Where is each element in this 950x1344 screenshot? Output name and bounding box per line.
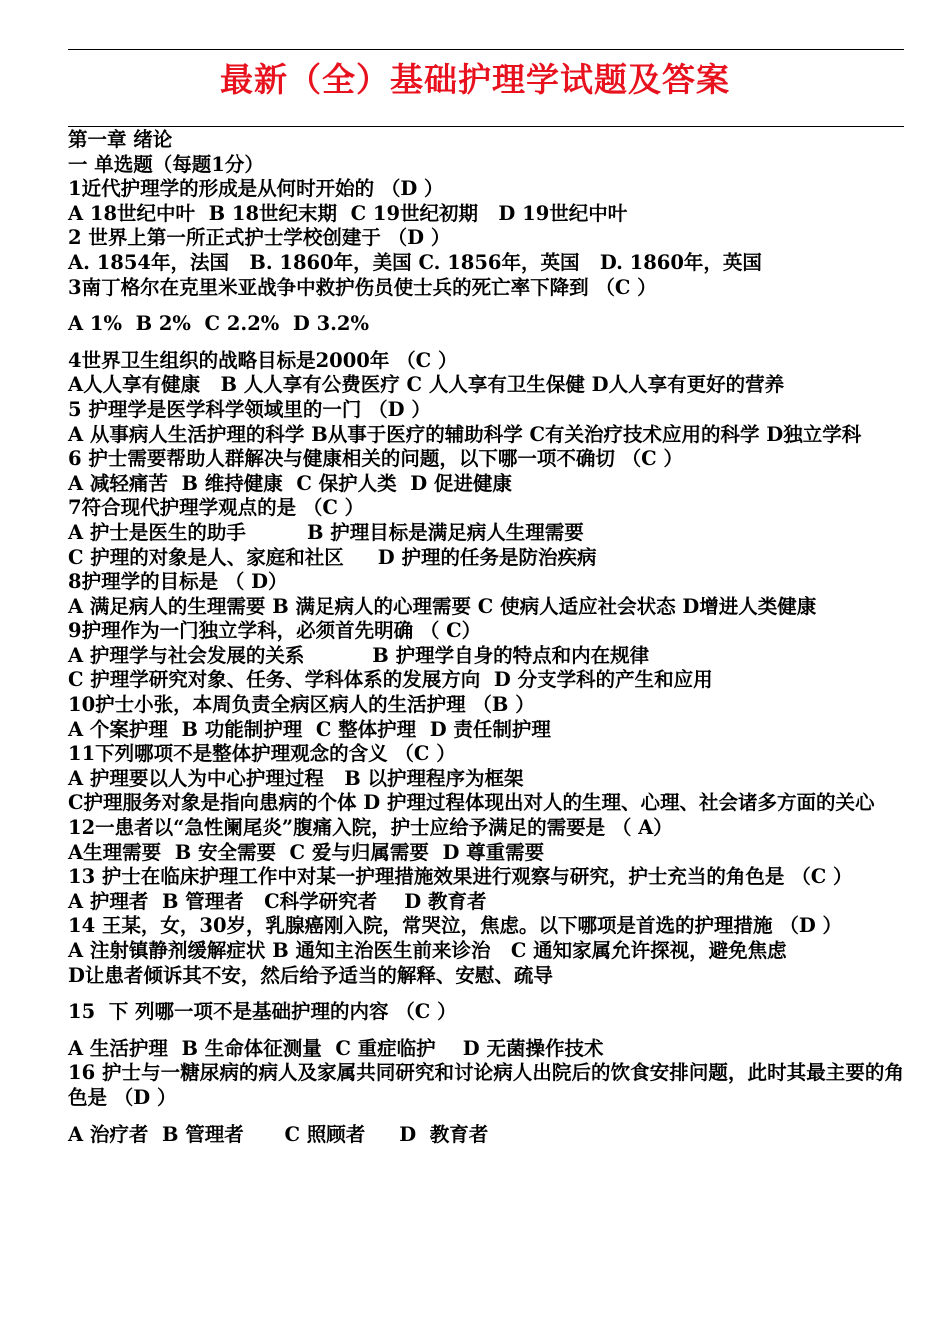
question-line: 16 护士与一糖尿病的病人及家属共同研究和讨论病人出院后的饮食安排问题，此时其最主要的角色是 （D ） [68, 1061, 904, 1109]
options-line: A 治疗者 B 管理者 C 照顾者 D 教育者 [68, 1122, 489, 1146]
options-line: A生理需要 B 安全需要 C 爱与归属需要 D 尊重需要 [68, 840, 545, 864]
question-line: 13 护士在临床护理工作中对某一护理措施效果进行观察与研究，护士充当的角色是 （C ） [68, 865, 853, 889]
spacer [68, 337, 904, 349]
options-line: C护理服务对象是指向患病的个体 D 护理过程体现出对人的生理、心理、社会诸多方面的关心 [68, 791, 875, 815]
options-line: A 护士是医生的助手 B 护理目标是满足病人生理需要 [68, 520, 584, 544]
options-line: C 护理学研究对象、任务、学科体系的发展方向 D 分支学科的产生和应用 [68, 668, 713, 692]
question-line: 7符合现代护理学观点的是 （C ） [68, 496, 365, 520]
question-line: 15 下 列哪一项不是基础护理的内容 （C ） [68, 1000, 457, 1024]
spacer [68, 1111, 904, 1123]
options-line: C 护理的对象是人、家庭和社区 D 护理的任务是防治疾病 [68, 545, 597, 569]
options-line: A 注射镇静剂缓解症状 B 通知主治医生前来诊治 C 通知家属允许探视，避免焦虑 [68, 939, 787, 962]
question-line: 11下列哪项不是整体护理观念的含义 （C ） [68, 742, 456, 766]
options-line: A. 1854年，法国 B. 1860年，美国 C. 1856年，英国 D. 1860年，英国 [68, 250, 762, 274]
options-line: A 护理学与社会发展的关系 B 护理学自身的特点和内在规律 [68, 643, 650, 667]
options-line: A 1% B 2% C 2.2% D 3.2% [68, 312, 370, 336]
question-line: 14 王某，女，30岁，乳腺癌刚入院，常哭泣，焦虑。以下哪项是首选的护理措施 （D ） [68, 914, 843, 938]
spacer [68, 300, 904, 312]
options-line: A 18世纪中叶 B 18世纪末期 C 19世纪初期 D 19世纪中叶 [68, 201, 628, 225]
question-line: 5 护理学是医学科学领域里的一门 （D ） [68, 397, 431, 421]
options-line: A 护理要以人为中心护理过程 B 以护理程序为框架 [68, 766, 524, 790]
question-line: 9护理作为一门独立学科，必须首先明确 （ C） [68, 619, 482, 643]
options-line: A 个案护理 B 功能制护理 C 整体护理 D 责任制护理 [68, 717, 551, 741]
options-line: A 生活护理 B 生命体征测量 C 重症临护 D 无菌操作技术 [68, 1036, 604, 1060]
question-line: 6 护士需要帮助人群解决与健康相关的问题，以下哪一项不确切 （C ） [68, 447, 683, 471]
options-line: D让患者倾诉其不安，然后给予适当的解释、安慰、疏导 [68, 963, 553, 987]
question-line: 10护士小张，本周负责全病区病人的生活护理 （B ） [68, 693, 535, 717]
section-heading: 一 单选题（每题1分） [68, 152, 264, 176]
options-line: A人人享有健康 B 人人享有公费医疗 C 人人享有卫生保健 D人人享有更好的营养 [68, 373, 785, 397]
document-body [68, 128, 904, 1147]
options-line: A 满足病人的生理需要 B 满足病人的心理需要 C 使病人适应社会状态 D增进人类健康 [68, 594, 817, 618]
question-line: 1近代护理学的形成是从何时开始的 （D ） [68, 177, 444, 201]
question-line: 4世界卫生组织的战略目标是2000年 （C ） [68, 348, 458, 372]
spacer [68, 1025, 904, 1037]
question-line: 2 世界上第一所正式护士学校创建于 （D ） [68, 226, 451, 250]
top-rule [68, 49, 904, 50]
question-line: 3南丁格尔在克里米亚战争中救护伤员使士兵的死亡率下降到 （C ） [68, 275, 657, 299]
question-line: 12一患者以“急性阑尾炎”腹痛入院，护士应给予满足的需要是 （ A） [68, 816, 673, 840]
options-line: A 减轻痛苦 B 维持健康 C 保护人类 D 促进健康 [68, 471, 512, 495]
spacer [68, 988, 904, 1000]
chapter-heading: 第一章 绪论 [68, 128, 173, 151]
page-title: 最新（全）基础护理学试题及答案 [220, 60, 730, 99]
title-rule [68, 126, 904, 127]
options-line: A 从事病人生活护理的科学 B从事于医疗的辅助科学 C有关治疗技术应用的科学 D独立学科 [68, 422, 862, 446]
question-line: 8护理学的目标是 （ D） [68, 570, 288, 594]
options-line: A 护理者 B 管理者 C科学研究者 D 教育者 [68, 889, 487, 913]
